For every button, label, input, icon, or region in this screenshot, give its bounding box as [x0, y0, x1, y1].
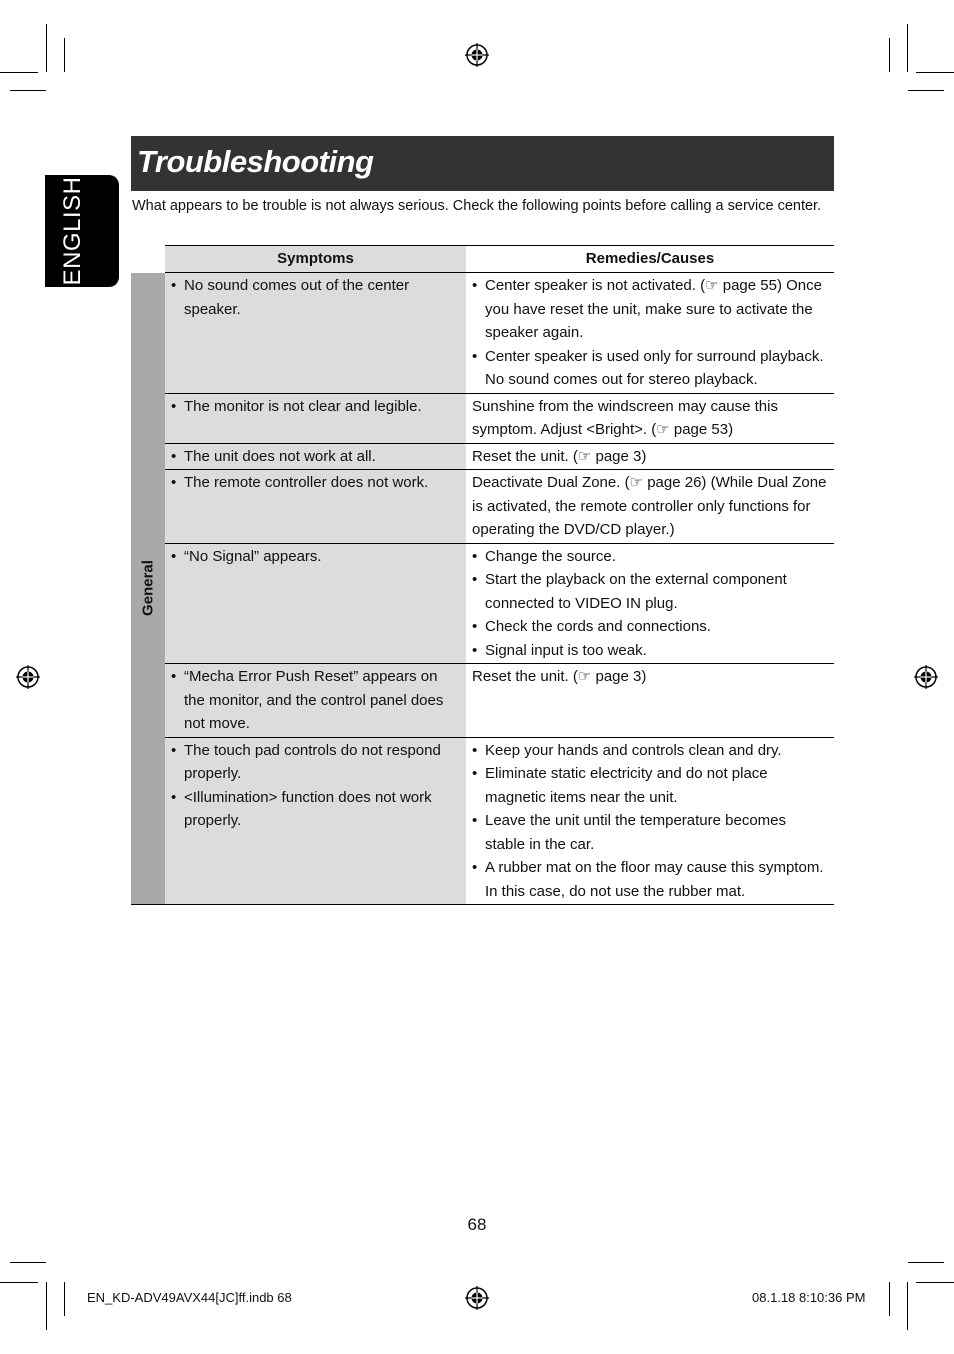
crop-mark: [64, 1282, 65, 1316]
crop-mark: [0, 72, 38, 73]
crop-mark: [908, 90, 944, 91]
remedy-item: • Eliminate static electricity and do not place magnetic items near the unit.: [472, 762, 828, 809]
crop-mark: [0, 1282, 38, 1283]
symptom-cell: [165, 543, 466, 664]
crop-mark: [908, 1262, 944, 1263]
table-row: [131, 737, 834, 905]
category-cell: [131, 273, 165, 905]
crop-mark: [916, 1282, 954, 1283]
symptom-item: • The unit does not work at all.: [171, 445, 460, 469]
crop-mark: [64, 38, 65, 72]
remedy-item: • Start the playback on the external component connected to VIDEO IN plug.: [472, 568, 828, 615]
registration-mark-icon: [16, 665, 40, 689]
table-row: [131, 543, 834, 664]
symptom-item: • The remote controller does not work.: [171, 471, 460, 495]
page-title: Troubleshooting: [137, 144, 374, 179]
crop-mark: [889, 38, 890, 72]
crop-mark: [907, 1282, 908, 1330]
remedy-cell: [466, 273, 834, 394]
intro-text: What appears to be trouble is not always serious. Check the following points before calling a service center.: [132, 198, 822, 214]
symptom-cell: [165, 273, 466, 394]
table-row: [131, 470, 834, 544]
footer-timestamp: 08.1.18 8:10:36 PM: [752, 1290, 866, 1305]
crop-mark: [907, 24, 908, 72]
column-header-symptoms: Symptoms: [165, 246, 466, 273]
remedy-text: Reset the unit. (☞ page 3): [472, 447, 647, 465]
crop-mark: [916, 72, 954, 73]
symptom-item: • The monitor is not clear and legible.: [171, 395, 460, 419]
remedy-item: • Signal input is too weak.: [472, 639, 828, 663]
remedy-text: Sunshine from the windscreen may cause this symptom. Adjust <Bright>. (☞ page 53): [472, 397, 778, 438]
symptom-cell: [165, 664, 466, 738]
crop-mark: [10, 1262, 46, 1263]
remedy-item: • Keep your hands and controls clean and dry.: [472, 739, 828, 763]
remedy-cell: [466, 664, 834, 738]
symptom-item: • The touch pad controls do not respond properly.: [171, 739, 460, 786]
remedy-text: Deactivate Dual Zone. (☞ page 26) (While Dual Zone is activated, the remote controller only functions for operating the DVD/CD player.): [472, 474, 827, 538]
language-label: ENGLISH: [59, 176, 86, 286]
remedy-cell: [466, 543, 834, 664]
registration-mark-icon: [465, 1286, 489, 1310]
crop-mark: [46, 24, 47, 72]
column-header-remedies: Remedies/Causes: [466, 246, 834, 273]
symptom-item: • “No Signal” appears.: [171, 545, 460, 569]
symptom-item: • No sound comes out of the center speaker.: [171, 274, 460, 321]
remedy-cell: [466, 470, 834, 544]
title-bar: [131, 136, 834, 191]
crop-mark: [889, 1282, 890, 1316]
remedy-cell: [466, 737, 834, 905]
remedy-text: Reset the unit. (☞ page 3): [472, 668, 647, 685]
symptom-cell: [165, 443, 466, 470]
remedy-item: • Center speaker is used only for surround playback. No sound comes out for stereo playback.: [472, 345, 828, 392]
registration-mark-icon: [914, 665, 938, 689]
remedy-item: • Leave the unit until the temperature becomes stable in the car.: [472, 809, 828, 856]
language-tab: [45, 175, 119, 287]
footer-file-info: EN_KD-ADV49AVX44[JC]ff.indb 68: [87, 1290, 292, 1305]
category-label: General: [139, 560, 157, 617]
symptom-cell: [165, 393, 466, 443]
registration-mark-icon: [465, 43, 489, 67]
remedy-item: • A rubber mat on the floor may cause this symptom. In this case, do not use the rubber mat.: [472, 856, 828, 903]
symptom-cell: [165, 470, 466, 544]
header-spacer: [131, 246, 165, 273]
remedy-item: • Center speaker is not activated. (☞ page 55) Once you have reset the unit, make sure to activate the speaker again.: [472, 274, 828, 345]
page-number: 68: [467, 1215, 487, 1234]
remedy-item: • Check the cords and connections.: [472, 615, 828, 639]
symptom-item: • <Illumination> function does not work properly.: [171, 786, 460, 833]
symptom-cell: [165, 737, 466, 905]
table-row: [131, 664, 834, 738]
remedy-cell: [466, 393, 834, 443]
table-row: [131, 273, 834, 394]
troubleshooting-table: [131, 245, 834, 905]
crop-mark: [46, 1282, 47, 1330]
crop-mark: [10, 90, 46, 91]
table-row: [131, 393, 834, 443]
remedy-item: • Change the source.: [472, 545, 828, 569]
symptom-item: • “Mecha Error Push Reset” appears on the monitor, and the control panel does not move.: [171, 665, 460, 736]
remedy-cell: [466, 443, 834, 470]
table-row: [131, 443, 834, 470]
